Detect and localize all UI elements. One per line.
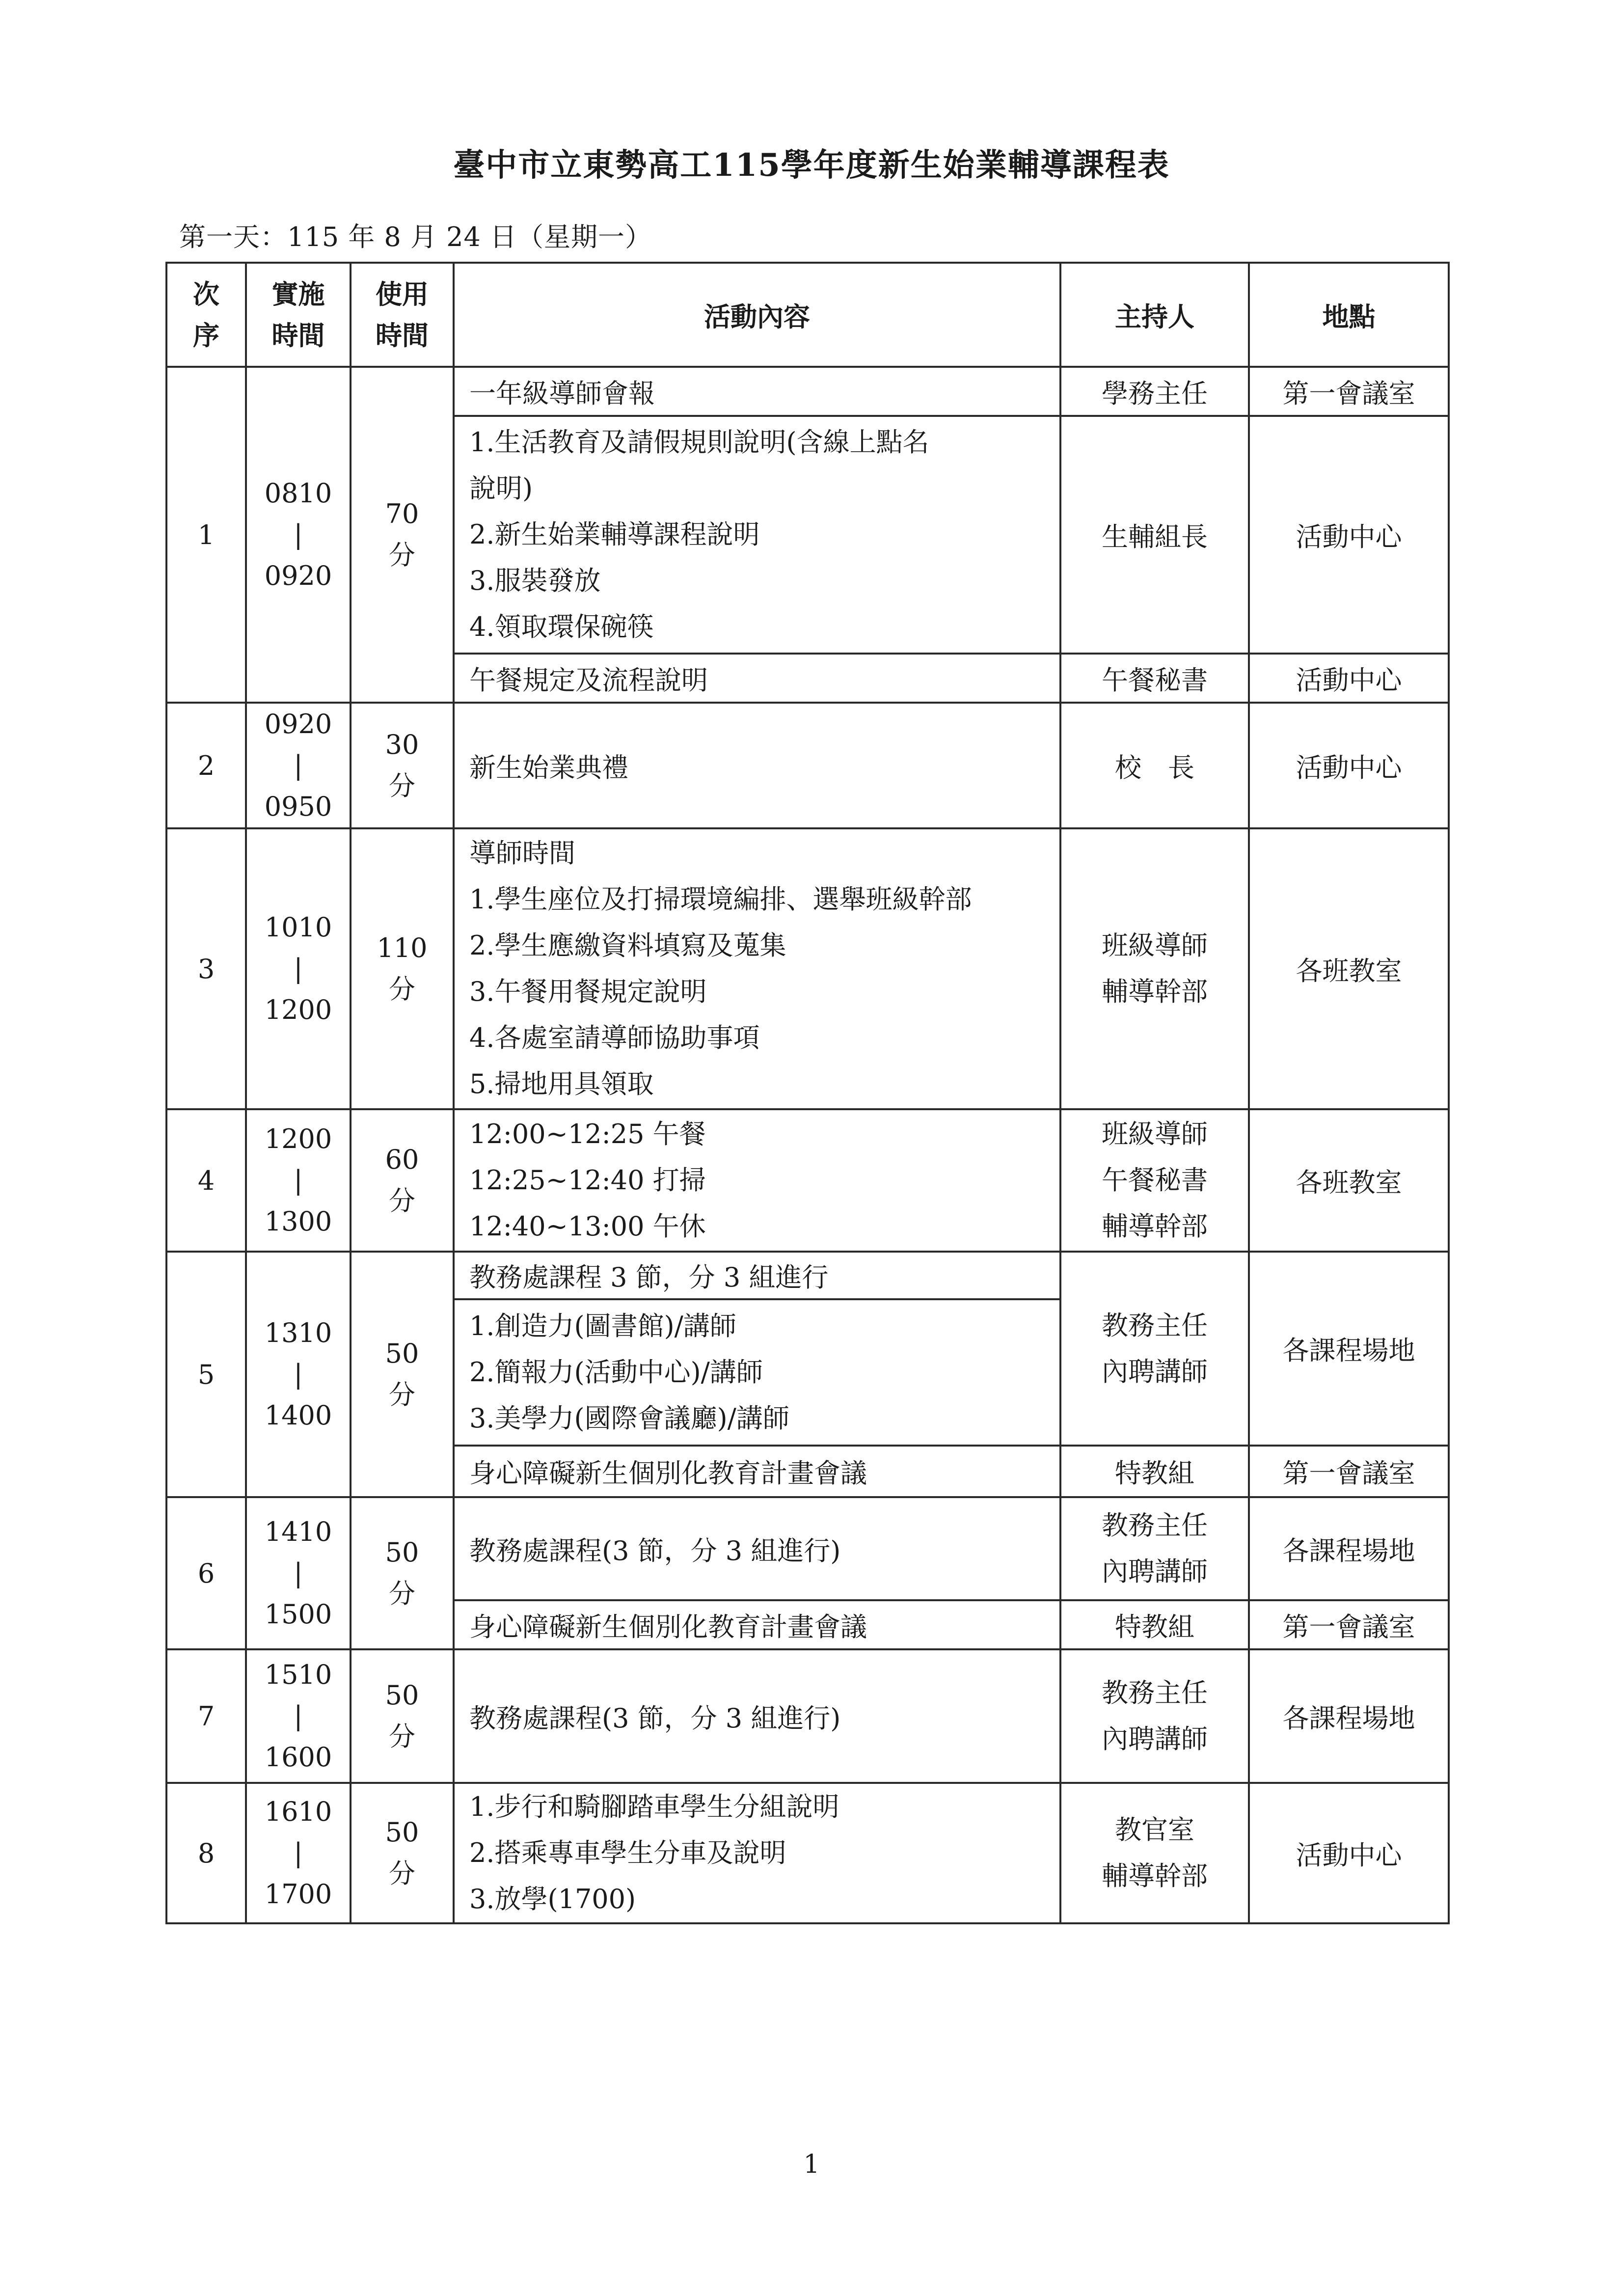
header-duration: 使用 時間 [351, 263, 454, 367]
seq-cell: 4 [166, 1109, 246, 1252]
activity-cell: 身心障礙新生個別化教育計畫會議 [454, 1600, 1060, 1649]
activity-cell: 教務處課程 3 節，分 3 組進行 [454, 1252, 1060, 1299]
document-title: 臺中市立東勢高工115學年度新生始業輔導課程表 [453, 147, 1170, 184]
time-cell: 1610 | 1700 [246, 1783, 351, 1923]
table-row [166, 1783, 1449, 1923]
table-row [166, 828, 1449, 1109]
host-cell: 學務主任 [1060, 367, 1249, 416]
duration-cell: 70 分 [351, 367, 454, 703]
location-cell: 活動中心 [1249, 703, 1449, 828]
time-cell: 0810 | 0920 [246, 367, 351, 703]
table-row [166, 367, 1449, 416]
host-cell: 校 長 [1060, 703, 1249, 828]
location-cell: 各課程場地 [1249, 1497, 1449, 1600]
location-cell: 活動中心 [1249, 654, 1449, 703]
host-cell: 特教組 [1060, 1446, 1249, 1497]
activity-cell: 身心障礙新生個別化教育計畫會議 [454, 1446, 1060, 1497]
seq-cell: 5 [166, 1252, 246, 1497]
seq-cell: 8 [166, 1783, 246, 1923]
table-row [166, 1497, 1449, 1600]
host-cell: 生輔組長 [1060, 416, 1249, 654]
location-cell: 各班教室 [1249, 828, 1449, 1109]
header-host: 主持人 [1060, 263, 1249, 367]
time-cell: 1510 | 1600 [246, 1649, 351, 1783]
host-cell: 教務主任 內聘講師 [1060, 1252, 1249, 1446]
location-cell: 第一會議室 [1249, 1600, 1449, 1649]
duration-cell: 30 分 [351, 703, 454, 828]
location-cell: 各課程場地 [1249, 1252, 1449, 1446]
duration-cell: 60 分 [351, 1109, 454, 1252]
header-time: 實施 時間 [246, 263, 351, 367]
duration-cell: 50 分 [351, 1783, 454, 1923]
time-cell: 1310 | 1400 [246, 1252, 351, 1497]
table-row [166, 1649, 1449, 1783]
seq-cell: 3 [166, 828, 246, 1109]
schedule-table [165, 262, 1450, 1924]
activity-cell: 一年級導師會報 [454, 367, 1060, 416]
host-cell: 特教組 [1060, 1600, 1249, 1649]
table-header-row [166, 263, 1449, 367]
host-cell: 教務主任 內聘講師 [1060, 1497, 1249, 1600]
duration-cell: 50 分 [351, 1649, 454, 1783]
table-row [166, 1109, 1449, 1252]
location-cell: 活動中心 [1249, 1783, 1449, 1923]
seq-cell: 2 [166, 703, 246, 828]
time-cell: 1410 | 1500 [246, 1497, 351, 1649]
time-cell: 1200 | 1300 [246, 1109, 351, 1252]
activity-cell: 教務處課程(3 節，分 3 組進行) [454, 1649, 1060, 1783]
host-cell: 班級導師 午餐秘書 輔導幹部 [1060, 1109, 1249, 1252]
time-cell: 0920 | 0950 [246, 703, 351, 828]
time-cell: 1010 | 1200 [246, 828, 351, 1109]
location-cell: 各課程場地 [1249, 1649, 1449, 1783]
location-cell: 活動中心 [1249, 416, 1449, 654]
activity-cell: 1.生活教育及請假規則說明(含線上點名 說明) 2.新生始業輔導課程說明 3.服裝發放 4.領取環保碗筷 [454, 416, 1060, 654]
host-cell: 午餐秘書 [1060, 654, 1249, 703]
activity-cell: 1.步行和騎腳踏車學生分組說明 2.搭乘專車學生分車及說明 3.放學(1700) [454, 1783, 1060, 1923]
duration-cell: 110 分 [351, 828, 454, 1109]
location-cell: 第一會議室 [1249, 1446, 1449, 1497]
activity-cell: 教務處課程(3 節，分 3 組進行) [454, 1497, 1060, 1600]
seq-cell: 7 [166, 1649, 246, 1783]
host-cell: 教務主任 內聘講師 [1060, 1649, 1249, 1783]
seq-cell: 1 [166, 367, 246, 703]
table-row [166, 703, 1449, 828]
document-subtitle: 第一天：115 年 8 月 24 日（星期一） [179, 221, 652, 252]
table-row [166, 1252, 1449, 1299]
header-seq: 次 序 [166, 263, 246, 367]
activity-cell: 新生始業典禮 [454, 703, 1060, 828]
activity-cell: 午餐規定及流程說明 [454, 654, 1060, 703]
duration-cell: 50 分 [351, 1497, 454, 1649]
activity-cell: 12:00~12:25 午餐 12:25~12:40 打掃 12:40~13:00 午休 [454, 1109, 1060, 1252]
host-cell: 教官室 輔導幹部 [1060, 1783, 1249, 1923]
page-number: 1 [803, 2150, 820, 2179]
seq-cell: 6 [166, 1497, 246, 1649]
location-cell: 第一會議室 [1249, 367, 1449, 416]
host-cell: 班級導師 輔導幹部 [1060, 828, 1249, 1109]
duration-cell: 50 分 [351, 1252, 454, 1497]
header-activity: 活動內容 [454, 263, 1060, 367]
activity-cell: 1.創造力(圖書館)/講師 2.簡報力(活動中心)/講師 3.美學力(國際會議廳)/講師 [454, 1299, 1060, 1446]
activity-cell: 導師時間 1.學生座位及打掃環境編排、選舉班級幹部 2.學生應繳資料填寫及蒐集 3.午餐用餐規定說明 4.各處室請導師協助事項 5.掃地用具領取 [454, 828, 1060, 1109]
header-location: 地點 [1249, 263, 1449, 367]
location-cell: 各班教室 [1249, 1109, 1449, 1252]
